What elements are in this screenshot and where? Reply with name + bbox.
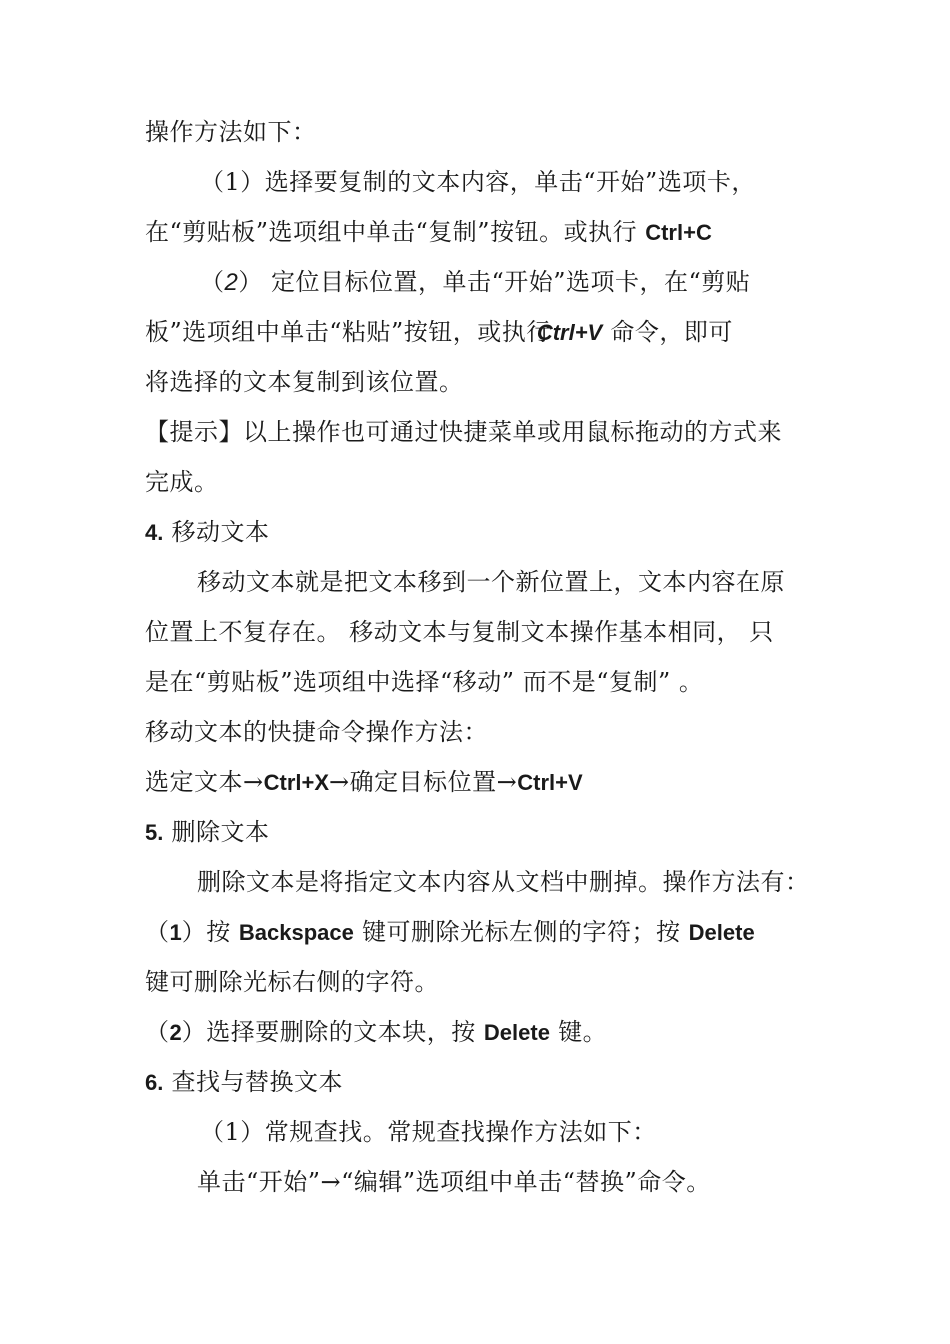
text-line: （2）选择要删除的文本块，按 Delete 键。: [145, 1018, 608, 1046]
key-name: Delete: [483, 1020, 550, 1045]
shortcut-text: Ctrl+X: [263, 770, 330, 795]
text-line: 移动文本就是把文本移到一个新位置上，文本内容在原: [197, 568, 785, 596]
text-line: （2） 定位目标位置，单击“开始”选项卡，在“剪贴: [200, 268, 751, 296]
tip-line: 【提示】以上操作也可通过快捷菜单或用鼠标拖动的方式来: [145, 418, 782, 446]
text-line: 在“剪贴板”选项组中单击“复制”按钮。或执行 Ctrl+C: [145, 218, 712, 246]
shortcut-text: Ctrl+V: [517, 770, 583, 795]
text-line: 删除文本是将指定文本内容从文档中删掉。操作方法有：: [197, 868, 810, 896]
section-heading: 6. 查找与替换文本: [145, 1068, 343, 1096]
text-line: 是在“剪贴板”选项组中选择“移动” 而不是“复制” 。: [145, 668, 704, 696]
key-name: Backspace: [238, 920, 354, 945]
text-line: 将选择的文本复制到该位置。: [145, 368, 464, 396]
text-line: 操作方法如下：: [145, 118, 317, 146]
text-line: 板”选项组中单击“粘贴”按钮，或执行Ctrl+V 命令，即可: [145, 318, 733, 346]
section-heading: 5. 删除文本: [145, 818, 270, 846]
text-line: 位置上不复存在。 移动文本与复制文本操作基本相同， 只: [145, 618, 774, 646]
text-line: （1）选择要复制的文本内容，单击“开始”选项卡，: [200, 168, 756, 196]
key-name: Delete: [688, 920, 755, 945]
shortcut-text: Ctrl+V: [536, 320, 603, 345]
text-line: 完成。: [145, 468, 219, 496]
text-line: 移动文本的快捷命令操作方法：: [145, 718, 488, 746]
text-line: （1）常规查找。常规查找操作方法如下：: [200, 1118, 657, 1146]
text-line: （1）按 Backspace 键可删除光标左侧的字符；按 Delete: [145, 918, 755, 946]
section-heading: 4. 移动文本: [145, 518, 270, 546]
text-line: 选定文本→Ctrl+X→确定目标位置→Ctrl+V: [145, 768, 583, 796]
text-line: 单击“开始”→“编辑”选项组中单击“替换”命令。: [197, 1168, 711, 1196]
shortcut-text: Ctrl+C: [645, 220, 712, 245]
text-line: 键可删除光标右侧的字符。: [145, 968, 439, 996]
